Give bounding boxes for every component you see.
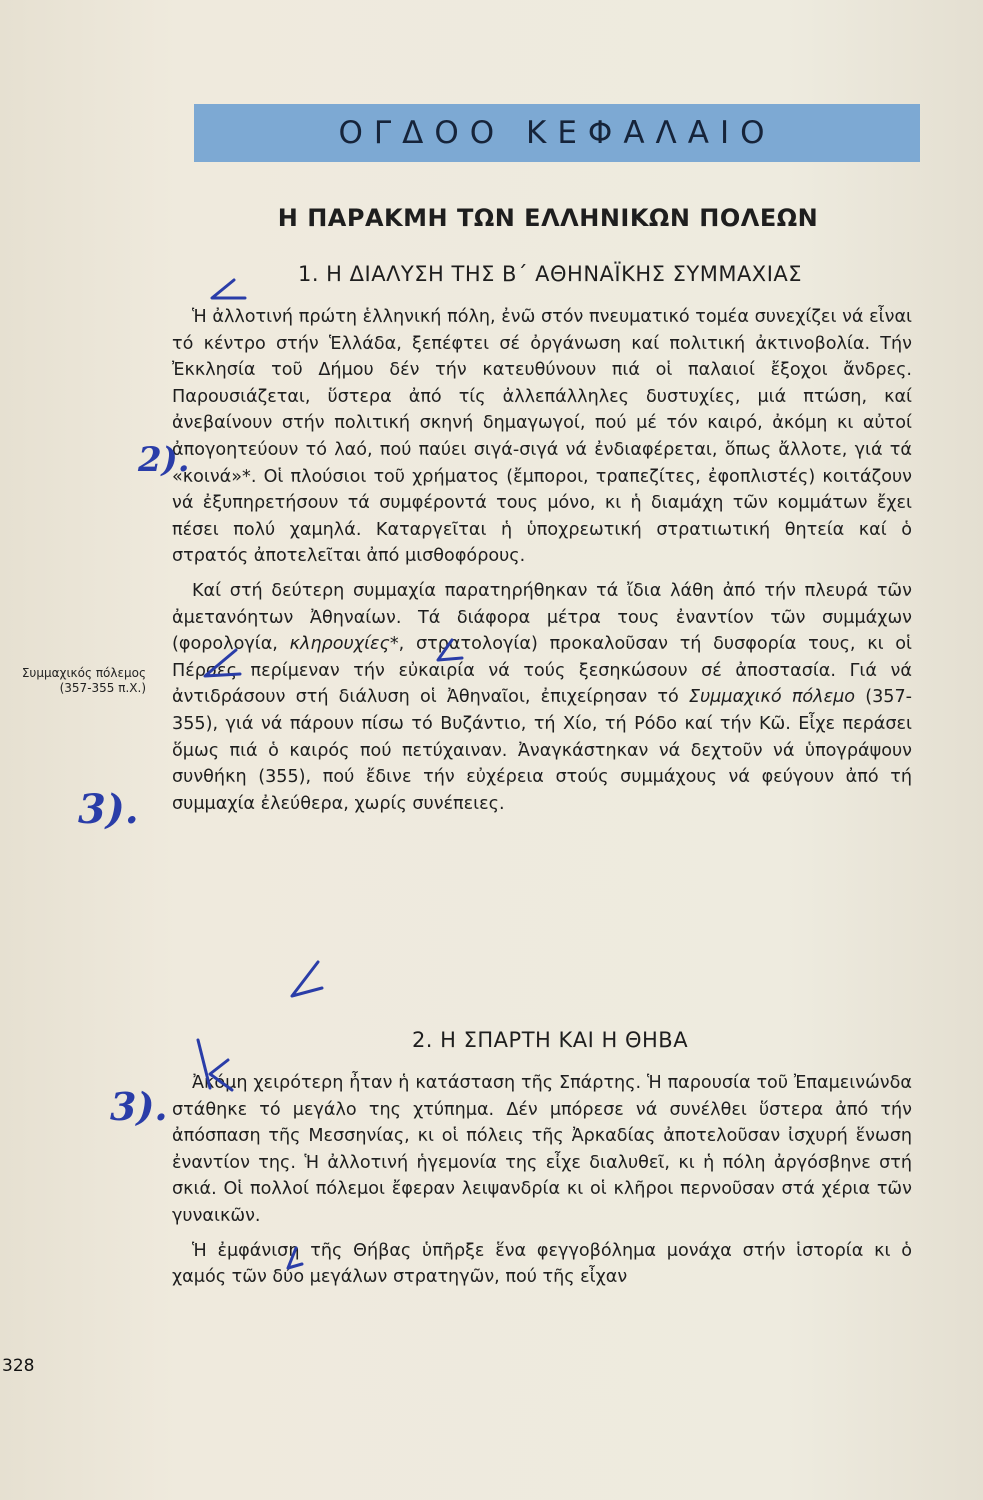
italic-term: κληρουχίες <box>289 634 390 655</box>
paragraph: Ἀκόμη χειρότερη ἦταν ἡ κατάσταση τῆς Σπάρτης. Ἡ παρουσία τοῦ Ἐπαμεινώνδα στάθηκε τό μεγάλο της χτύπημα. Δέν μπόρεσε νά συνέλθει ὕστερα ἀπό τήν ἀπόσπαση τῆς Μεσσηνίας, κι οἱ πόλεις τῆς Ἀρκαδίας ἀποτελοῦσαν ἰσχυρή ἕνωση ἐναντίον της. Ἡ ἀλλοτινή ἡγεμονία της εἶχε διαλυθεῖ, κι ἡ πόλη ἀργόσβηνε στή σκιά. Οἱ πολλοί πόλεμοι ἔφεραν λειψανδρία κι οἱ κλῆροι περνοῦσαν στά χέρια τῶν γυναικῶν. <box>172 1073 912 1226</box>
chapter-banner-text: ΟΓΔΟΟ ΚΕΦΑΛΑΙΟ <box>338 115 776 151</box>
pen-annotation: 3). <box>78 786 139 833</box>
paragraph: Ἡ ἀλλοτινή πρώτη ἑλληνική πόλη, ἐνῶ στόν πνευματικό τομέα συνεχίζει νά εἶναι τό κέντρο στήν Ἑλλάδα, ξεπέφτει σέ ὀργάνωση καί πολιτική ἀκτινοβολία. Τήν Ἐκκλησία τοῦ Δήμου δέν τήν κατευθύνουν πιά οἱ παλαιοί ἔξοχοι ἄνδρες. Παρουσιάζεται, ὕστερα ἀπό τίς ἀλλεπάλληλες δυστυχίες, μιά πτώση, καί ἀνεβαίνουν στήν πολιτική σκηνή δημαγωγοί, πού μέ τόν καιρό, ἀκόμη κι αὐτοί ἀπογοητεύουν τό λαό, πού παύει σιγά-σιγά νά ἐνδιαφέρεται, ὅπως ἄλλοτε, γιά τά «κοινά»*. Οἱ πλούσιοι τοῦ χρήματος (ἔμποροι, τραπεζίτες, ἐφοπλιστές) κοιτάζουν νά ἐξυπηρετήσουν τά συμφέροντά τους μόνο, κι ἡ διαμάχη τῶν κομμάτων ἔχει πέσει πολύ χαμηλά. Καταργεῖται ἡ ὑποχρεωτική στρατιωτική θητεία καί ὁ στρατός ἀποτελεῖται ἀπό μισθοφόρους. <box>172 307 912 567</box>
chapter-title: Η ΠΑΡΑΚΜΗ ΤΩΝ ΕΛΛΗΝΙΚΩΝ ΠΟΛΕΩΝ <box>277 204 819 232</box>
paragraph: Ἡ ἐμφάνιση τῆς Θήβας ὑπῆρξε ἕνα φεγγοβόλημα μονάχα στήν ἱστορία κι ὁ χαμός τῶν δύο μεγάλων στρατηγῶν, πού τῆς εἶχαν <box>172 1240 912 1288</box>
margin-note: Συμμαχικός πόλεμος (357-355 π.Χ.) <box>21 666 146 695</box>
checkmark-icon <box>292 962 322 996</box>
checkmark-icon <box>198 1040 232 1090</box>
checkmark-icon <box>288 1248 302 1268</box>
section-heading-2: 2. Η ΣΠΑΡΤΗ ΚΑΙ Η ΘΗΒΑ <box>411 1028 689 1052</box>
section-heading-1: 1. Η ΔΙΑΛΥΣΗ ΤΗΣ Β΄ ΑΘΗΝΑΪΚΗΣ ΣΥΜΜΑΧΙΑΣ <box>297 262 803 286</box>
checkmark-icon <box>205 650 240 676</box>
italic-term: Συμμαχικό πόλεμο <box>688 687 856 708</box>
checkmark-icon <box>438 640 462 660</box>
checkmark-icon <box>212 280 245 298</box>
paragraph-text: *, στρατολογία) προκαλοῦσαν τή δυσφορία τους, κι οἱ Πέρσες περίμεναν τήν εὐκαιρία νά τούς ξεσηκώσουν σέ ἀποστασία. Γιά νά ἀντιδράσουν στή διάλυση οἱ Ἀθηναῖοι, ἐπιχείρησαν τό <box>172 634 912 708</box>
paragraph-text: (357-355), γιά νά πάρουν πίσω τό Βυζάντιο, τή Χίο, τή Ρόδο καί τήν Κῶ. Εἶχε περάσει ὅμως πιά ὁ καιρός πού πετύχαιναν. Ἀναγκάστηκαν νά δεχτοῦν νά ὑπογράψουν συνθήκη (355), πού ἔδινε τήν εὐχέρεια στούς συμμάχους νά φεύγουν ἀπό τή συμμαχία ἐλεύθερα, χωρίς συνέπειες. <box>172 687 913 814</box>
pen-annotation: 2). <box>138 440 190 480</box>
pen-annotation: 3). <box>110 1084 168 1129</box>
paragraph-text: Καί στή δεύτερη συμμαχία παρατηρήθηκαν τά ἴδια λάθη ἀπό τήν πλευρά τῶν ἀμετανόητων Ἀθηναίων. Τά διάφορα μέτρα τους ἐναντίον τῶν συμμάχων (φορολογία, <box>172 580 912 655</box>
page-number: 328 <box>2 1356 35 1376</box>
